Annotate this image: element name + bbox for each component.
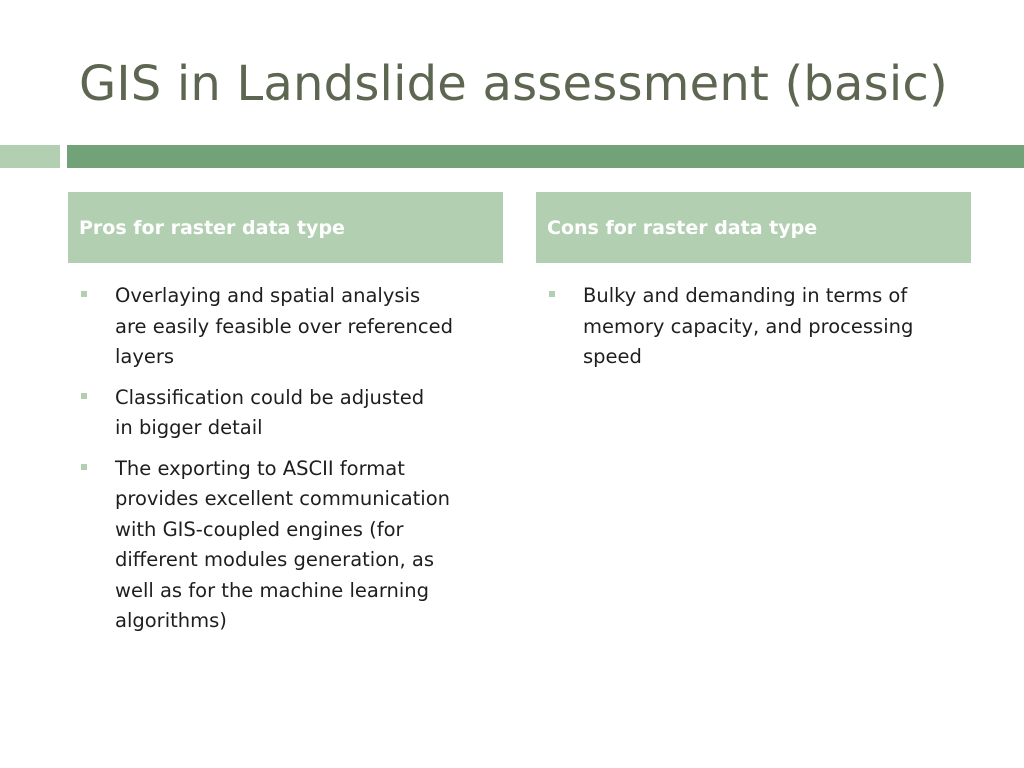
pros-header-label: Pros for raster data type xyxy=(79,216,345,239)
square-bullet-icon xyxy=(81,464,87,470)
cons-header-label: Cons for raster data type xyxy=(547,216,818,239)
pros-bullet-item xyxy=(79,454,489,637)
pros-bullet-text: Overlaying and spatial analysis are easily feasible over referenced layers xyxy=(115,284,453,368)
title-rule-right-segment xyxy=(67,145,1024,168)
square-bullet-icon xyxy=(549,291,555,297)
cons-column-header xyxy=(536,192,971,263)
square-bullet-icon xyxy=(81,291,87,297)
title-rule-left-segment xyxy=(0,145,60,168)
cons-bullet-item xyxy=(547,281,957,373)
pros-bullet-item xyxy=(79,281,489,373)
pros-bullet-list xyxy=(79,281,489,647)
pros-column-header xyxy=(68,192,503,263)
pros-bullet-item xyxy=(79,383,489,444)
cons-bullet-list xyxy=(547,281,957,383)
pros-bullet-text: The exporting to ASCII format provides excellent communication with GIS-coupled engines (for different modules generation, as well as for the machine learning algorithms) xyxy=(115,456,450,632)
square-bullet-icon xyxy=(81,393,87,399)
pros-bullet-text: Classification could be adjusted in bigger detail xyxy=(115,385,425,439)
slide-title: GIS in Landslide assessment (basic) xyxy=(79,56,948,112)
cons-bullet-text: Bulky and demanding in terms of memory capacity, and processing speed xyxy=(583,284,914,368)
